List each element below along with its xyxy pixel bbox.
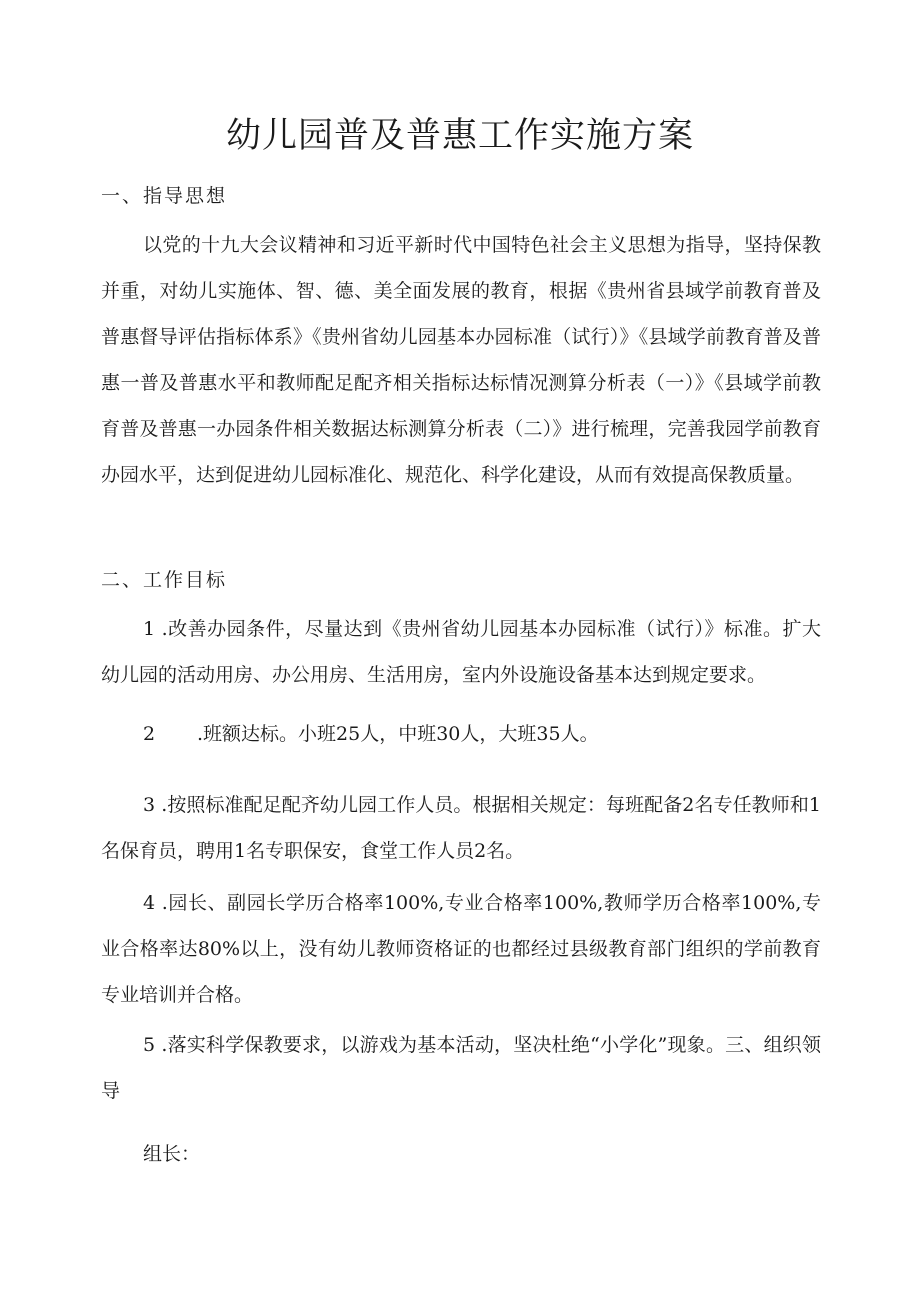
section-heading-work-goals: 二、工作目标 — [101, 569, 228, 591]
goal-item-1: 1 .改善办园条件，尽量达到《贵州省幼儿园基本办园标准（试行）》标准。扩大幼儿园的活动用房、办公用房、生活用房，室内外设施设备基本达到规定要求。 — [101, 618, 821, 686]
goal-item-2-text: .班额达标。小班25人，中班30人，大班35人。 — [197, 723, 599, 745]
section-heading-guiding-thought: 一、指导思想 — [101, 185, 228, 207]
leader-label: 组长： — [143, 1143, 201, 1165]
goal-item-2 — [101, 711, 821, 757]
goal-item-4: 4 .园长、副园长学历合格率100%,专业合格率100%,教师学历合格率100%,专业合格率达80%以上，没有幼儿教师资格证的也都经过县级教育部门组织的学前教育专业培训并合格。 — [101, 892, 821, 1006]
document-title: 幼儿园普及普惠工作实施方案 — [225, 116, 694, 156]
guiding-thought-paragraph: 以党的十九大会议精神和习近平新时代中国特色社会主义思想为指导，坚持保教并重，对幼儿实施体、智、德、美全面发展的教育，根据《贵州省县域学前教育普及普惠督导评估指标体系》《贵州省幼儿园基本办园标准（试行）》《县域学前教育普及普惠一普及普惠水平和教师配足配齐相关指标达标情况测算分析表（一）》《县域学前教育普及普惠一办园条件相关数据达标测算分析表（二）》进行梳理，完善我园学前教育办园水平，达到促进幼儿园标准化、规范化、科学化建设，从而有效提高保教质量。 — [101, 234, 821, 486]
goal-item-3: 3 .按照标准配足配齐幼儿园工作人员。根据相关规定：每班配备2名专任教师和1名保育员，聘用1名专职保安，食堂工作人员2名。 — [101, 794, 821, 862]
goal-item-5: 5 .落实科学保教要求，以游戏为基本活动，坚决杜绝“小学化”现象。三、组织领导 — [101, 1034, 821, 1102]
goal-item-2-number: 2 — [143, 723, 156, 745]
